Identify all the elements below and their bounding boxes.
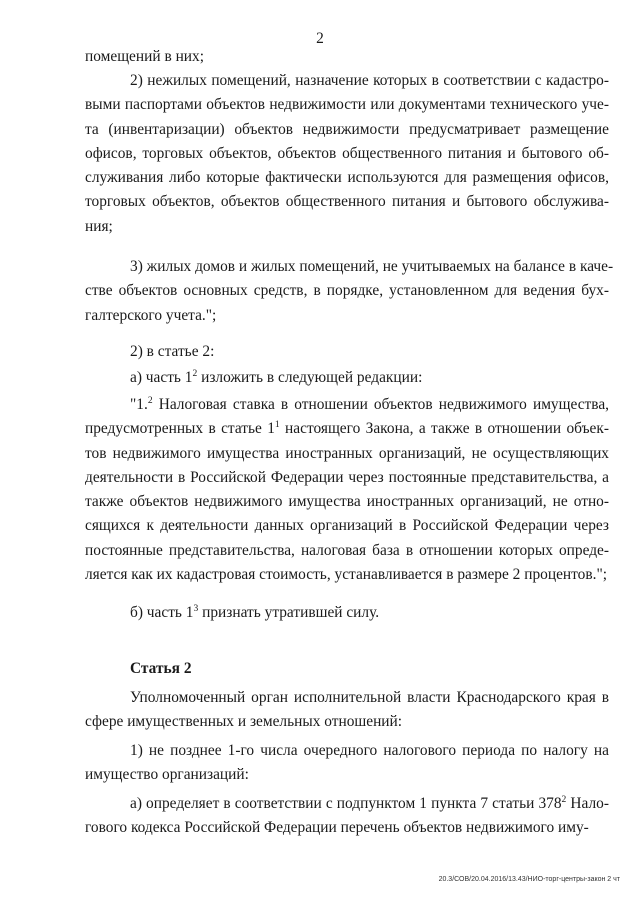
text-line: имущество организаций:	[85, 766, 249, 784]
text-line: а) часть $1^2$ изложить в следующей редакции:	[130, 368, 423, 386]
text-line: предусмотренных в статье $1^1$ настоящего Закона, а также в отношении объек-	[85, 419, 609, 438]
text-line: торговых объектов, объектов общественного питания и бытового обслужива-	[85, 193, 609, 211]
paragraph-tax-rate	[85, 393, 609, 587]
text-line: сящихся к деятельности данных организаций в Российской Федерации через	[85, 517, 609, 535]
text-line: тов недвижимого имущества иностранных организаций, не осуществляющих	[85, 444, 609, 462]
text-line: ляется как их кадастровая стоимость, устанавливается в размере 2 процентов.";	[85, 566, 608, 584]
text-line: выми паспортами объектов недвижимости или документами технического уче-	[85, 96, 609, 114]
text-line: постоянные представительства, налоговая база в отношении которых опреде-	[85, 541, 609, 559]
superscript: 2	[147, 395, 153, 407]
text-line: 2) нежилых помещений, назначение которых в соответствии с кадастро-	[130, 72, 609, 89]
footer-file-reference: 20.3/СОВ/20.04.2016/13.43/НИО-торг-центры-закон 2 чт	[438, 876, 620, 883]
text-line: галтерского учета.";	[85, 306, 217, 324]
text-line: ния;	[85, 217, 113, 235]
paragraph-determine-list	[85, 792, 609, 841]
page-number: 2	[316, 30, 324, 47]
text-line: сфере имущественных и земельных отношений:	[85, 713, 403, 731]
text-line: Уполномоченный орган исполнительной власти Краснодарского края в	[130, 689, 609, 706]
text-line: также объектов недвижимого имущества иностранных организаций, не отно-	[85, 493, 609, 511]
paragraph-deadline	[85, 739, 609, 788]
text-line: офисов, торговых объектов, объектов общественного питания и бытового об-	[85, 144, 609, 162]
text-line: б) часть $1^3$ признать утратившей силу.	[130, 603, 380, 621]
text-line: та (инвентаризации) объектов недвижимости предусматривает размещение	[85, 120, 609, 138]
text-line: служивания либо которые фактически используются для размещения офисов,	[85, 169, 609, 187]
text-line: 1) не позднее 1-го числа очередного налогового периода по налогу на	[130, 742, 609, 759]
superscript: 3	[193, 603, 199, 615]
paragraph-part-1-2	[85, 366, 609, 390]
article-heading: Статья 2	[130, 660, 192, 677]
superscript: 2	[192, 368, 198, 380]
text-line: "1.$^2$ Налоговая ставка в отношении объектов недвижимого имущества,	[130, 395, 609, 413]
paragraph-continuation	[85, 45, 609, 69]
paragraph-part-1-3	[85, 601, 609, 625]
paragraph-residential-houses	[85, 255, 614, 328]
text-line: 3) жилых домов и жилых помещений, не учитываемых на балансе в каче-	[130, 258, 614, 275]
superscript: 1	[274, 419, 280, 431]
text-line: деятельности в Российской Федерации через постоянные представительства, а	[85, 468, 609, 486]
superscript: 2	[561, 794, 567, 806]
text-line: помещений в них;	[85, 48, 205, 65]
paragraph-article-2-amend	[85, 340, 609, 364]
text-line: а) определяет в соответствии с подпунктом 1 пункта 7 статьи $378^2$ Нало-	[130, 794, 609, 812]
paragraph-nonresidential-premises	[85, 69, 609, 239]
text-line: 2) в статье 2:	[130, 343, 215, 360]
text-line: гового кодекса Российской Федерации перечень объектов недвижимого иму-	[85, 819, 589, 837]
text-line: стве объектов основных средств, в порядке, установленном для ведения бух-	[85, 282, 609, 300]
paragraph-authorized-body	[85, 686, 609, 735]
